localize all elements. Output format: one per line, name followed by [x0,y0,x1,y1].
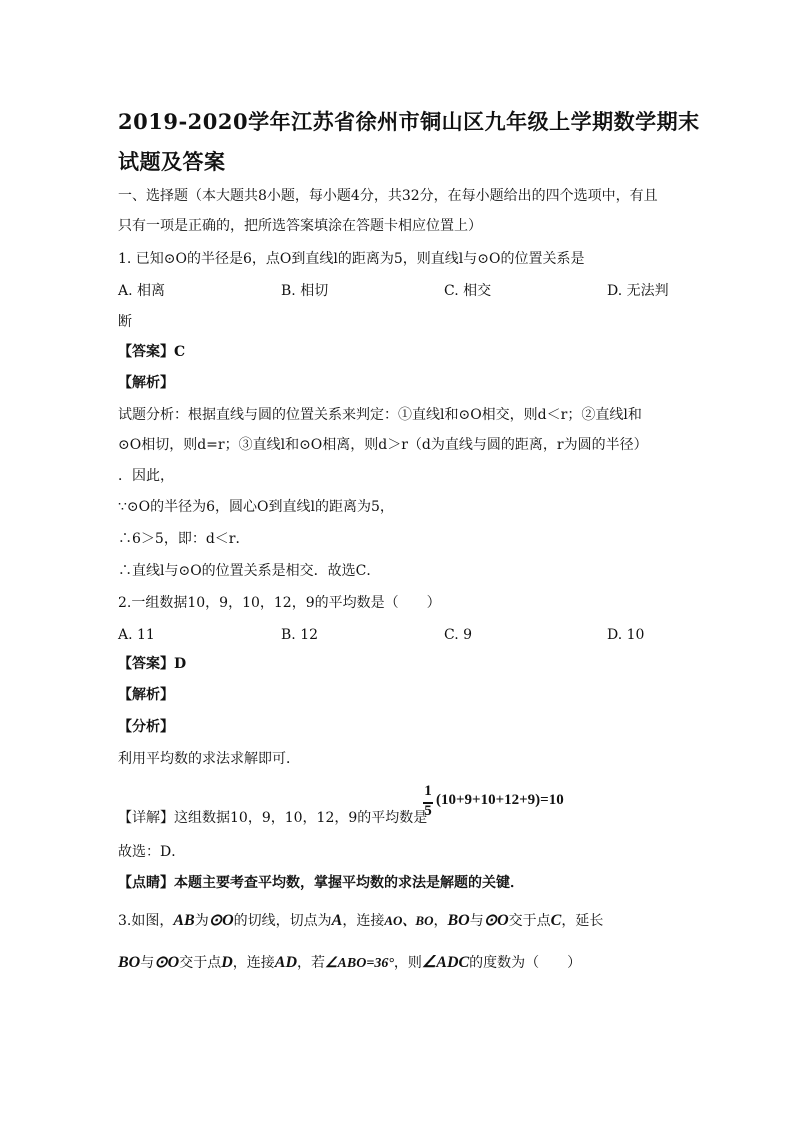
question1-analysis-line6: ∴直线l与⊙O的位置关系是相交．故选C． [118,563,381,579]
question2-option-c: C. 9 [444,627,473,643]
q3-math-c: C [550,912,562,929]
q3-l2-math-angle-adc: ∠ADC [421,954,470,971]
question1-option-d: D. 无法判 [607,283,669,299]
question3-line2 [118,954,581,973]
q3-l2-math-d: D [221,954,233,971]
question1-option-a: A. 相离 [118,283,166,299]
q3-l2-math-ad: AD [274,954,297,971]
question1-analysis-line1: 试题分析：根据直线与圆的位置关系来判定：①直线l和⊙O相交，则d＜r；②直线l和 [118,407,642,423]
q3-l2-text-3: ，连接 [232,955,275,971]
q3-l2-text-1: 与 [140,955,155,971]
q3-math-ab: AB [173,912,195,929]
question2-analysis-label: 【解析】 [118,687,174,703]
q3-text-2: 为 [194,913,209,929]
q3-math-a: A [331,912,343,929]
section-instruction-line2: 只有一项是正确的，把所选答案填涂在答题卡相应位置上） [118,218,482,234]
q3-l2-text-6: 的度数为（ ） [469,955,582,971]
question2-option-a: A. 11 [118,627,155,643]
question1-stem: 1. 已知⊙O的半径是6，点O到直线l的距离为5，则直线l与⊙O的位置关系是 [118,251,585,267]
q3-math-ao-bo: AO、BO [384,913,434,928]
q3-math-circle: ⊙O [208,912,234,929]
q3-l2-math-bo: BO [118,954,141,971]
question2-option-d: D. 10 [607,627,645,643]
question1-analysis-label: 【解析】 [118,375,174,391]
question1-option-wrap: 断 [118,314,132,330]
question2-fenxi-label: 【分析】 [118,719,174,735]
q3-math-bo: BO [447,912,470,929]
document-title-line2: 试题及答案 [118,149,226,174]
question2-option-b: B. 12 [281,627,319,643]
question1-option-c: C. 相交 [444,283,492,299]
q3-text-3: 的切线，切点为 [233,913,332,929]
question2-comment: 【点睛】本题主要考查平均数，掌握平均数的求法是解题的关键． [118,875,524,891]
q3-text-6: 与 [469,913,484,929]
question2-detail-text: 【详解】这组数据10，9，10，12，9的平均数是 [118,810,428,826]
question1-analysis-line3: ．因此， [118,468,174,484]
question1-answer: 【答案】C [118,344,186,360]
formula-fraction [423,783,435,823]
question1-analysis-line5: ∴6＞5，即：d＜r． [118,531,250,547]
q3-l2-text-2: 交于点 [179,955,222,971]
question1-analysis-line2: ⊙O相切，则d=r；③直线l和⊙O相离，则d＞r（d为直线与圆的距离，r为圆的半径） [118,437,648,453]
q3-text-5: ， [433,913,448,929]
q3-text-4: ，连接 [342,913,385,929]
q3-l2-math-angle-abo: ∠ABO=36° [325,956,394,971]
document-title-line1: 2019-2020学年江苏省徐州市铜山区九年级上学期数学期末 [118,109,700,134]
q3-math-circle-2: ⊙O [483,912,509,929]
q3-text-1: 3.如图， [118,913,174,929]
q3-text-8: ，延长 [561,913,604,929]
question1-analysis-line4: ∵⊙O的半径为6，圆心O到直线l的距离为5， [118,499,394,515]
question2-fenxi-text: 利用平均数的求法求解即可． [118,751,300,767]
formula-numerator: 1 [424,783,432,799]
q3-l2-text-4: ，若 [297,955,325,971]
section-instruction-line1: 一、选择题（本大题共8小题，每小题4分，共32分，在每小题给出的四个选项中，有且 [118,188,658,204]
q3-l2-math-circle: ⊙O [154,954,180,971]
formula-denominator: 5 [424,803,432,819]
question1-option-b: B. 相切 [281,283,329,299]
q3-text-7: 交于点 [508,913,551,929]
question2-answer: 【答案】D [118,656,187,672]
question3-line1 [118,912,603,930]
question2-choose: 故选：D． [118,844,186,860]
q3-l2-text-5: ，则 [393,955,422,971]
question2-stem: 2.一组数据10，9，10，12，9的平均数是（ ） [118,595,441,611]
formula-expression: (10+9+10+12+9)=10 [436,792,564,808]
